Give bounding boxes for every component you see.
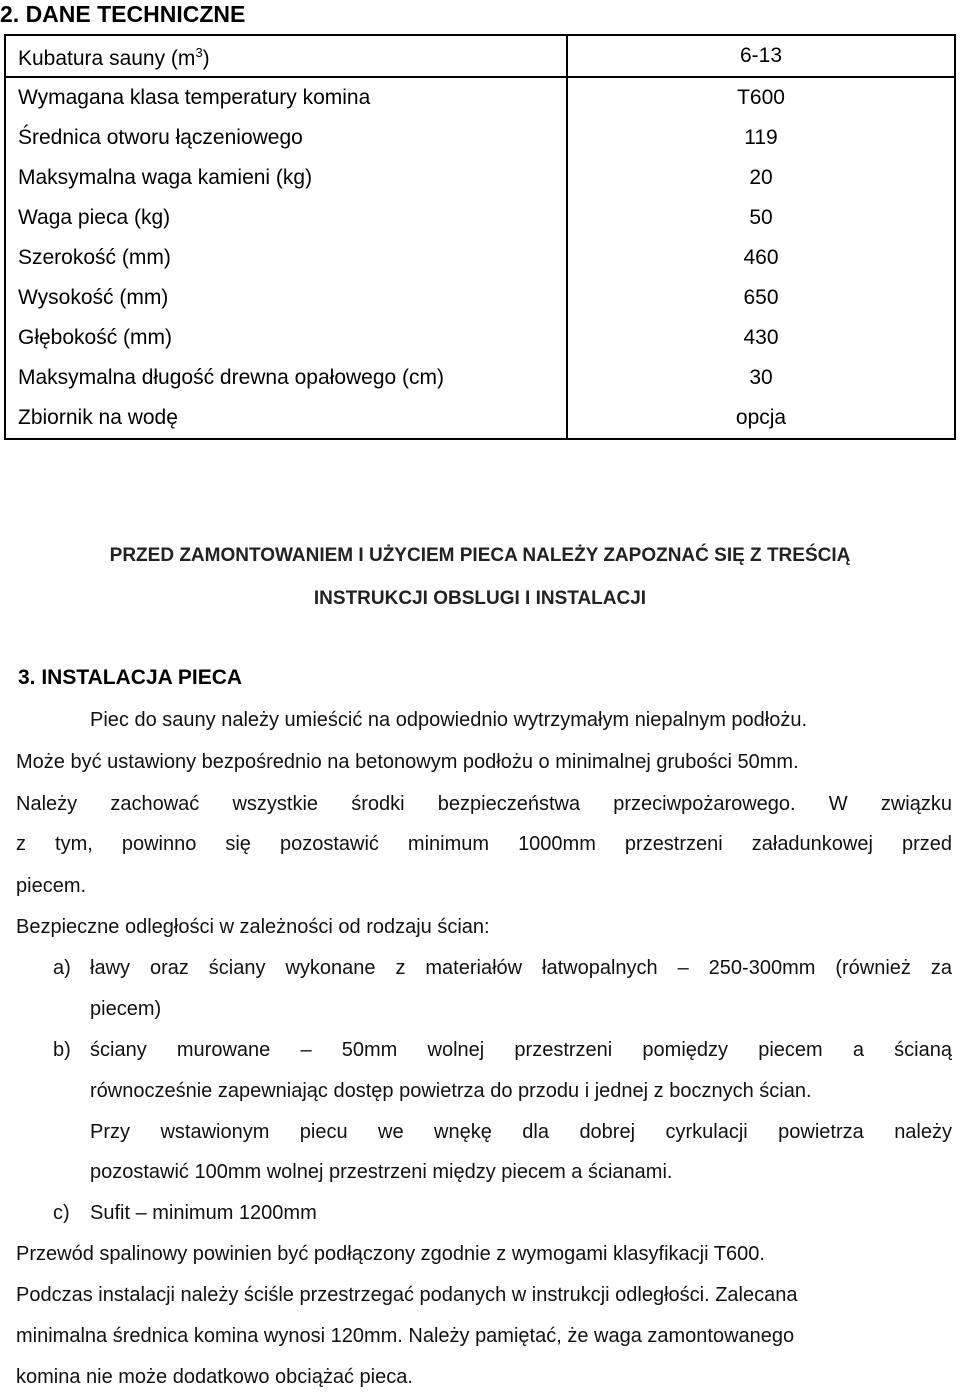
technical-data-table	[4, 34, 956, 440]
spec-row	[5, 158, 955, 198]
spec-value: T600	[567, 77, 955, 118]
spec-row	[5, 238, 955, 278]
spec-value: 650	[567, 278, 955, 318]
distances-intro: Bezpieczne odległości w zależności od rodzaju ścian:	[16, 916, 490, 938]
spec-value: 30	[567, 358, 955, 398]
list-marker-b: b)	[53, 1039, 71, 1061]
list-item-b-line: pozostawić 100mm wolnej przestrzeni między piecem a ścianami.	[90, 1161, 673, 1183]
spec-label: Kubatura sauny $(m^3)$	[5, 35, 567, 77]
list-marker-a: a)	[53, 957, 71, 979]
list-item-a-line: ławy oraz ściany wykonane z materiałów łatwopalnych – 250-300mm (również za	[90, 957, 952, 979]
paragraph-line: komina nie może dodatkowo obciążać pieca.	[16, 1366, 413, 1388]
paragraph-line: Należy zachować wszystkie środki bezpieczeństwa przeciwpożarowego. W związku	[16, 793, 952, 815]
spec-label: Maksymalna waga kamieni (kg)	[18, 166, 313, 189]
paragraph-chimney-class: Przewód spalinowy powinien być podłączony zgodnie z wymogami klasyfikacji T600.	[16, 1243, 765, 1265]
list-item-b-line: ściany murowane – 50mm wolnej przestrzeni pomiędzy piecem a ścianą	[90, 1039, 952, 1061]
spec-label: Średnica otworu łączeniowego	[18, 126, 303, 149]
list-item-b-line: Przy wstawionym piecu we wnękę dla dobrej cyrkulacji powietrza należy	[90, 1121, 952, 1143]
spec-value: 119	[567, 118, 955, 158]
spec-row	[5, 358, 955, 398]
warning-notice-line-2: INSTRUKCJI OBSLUGI I INSTALACJI	[313, 588, 647, 609]
paragraph-line: z tym, powinno się pozostawić minimum 1000mm przestrzeni załadunkowej przed	[16, 833, 952, 855]
spec-row	[5, 398, 955, 439]
list-item-a-line: piecem)	[90, 998, 162, 1020]
paragraph-line: Może być ustawiony bezpośrednio na betonowym podłożu o minimalnej grubości 50mm.	[16, 751, 799, 773]
spec-label: Waga pieca (kg)	[18, 206, 171, 229]
paragraph-line: Podczas instalacji należy ściśle przestrzegać podanych w instrukcji odległości. Zalecana	[16, 1284, 798, 1306]
spec-label: Zbiornik na wodę	[18, 406, 178, 429]
list-item-c-line: Sufit – minimum 1200mm	[90, 1202, 317, 1224]
spec-row	[5, 278, 955, 318]
spec-value: opcja	[567, 398, 955, 439]
spec-value: 20	[567, 158, 955, 198]
spec-row	[5, 35, 955, 77]
paragraph-line: Piec do sauny należy umieścić na odpowiednio wytrzymałym niepalnym podłożu.	[90, 709, 808, 731]
spec-label: Głębokość (mm)	[18, 326, 173, 349]
spec-row	[5, 318, 955, 358]
spec-row	[5, 118, 955, 158]
paragraph-line: minimalna średnica komina wynosi 120mm. Należy pamiętać, że waga zamontowanego	[16, 1325, 795, 1347]
spec-row	[5, 77, 955, 118]
spec-label: Szerokość (mm)	[18, 246, 171, 269]
spec-value: 6-13	[567, 35, 955, 77]
list-marker-c: c)	[53, 1202, 70, 1224]
spec-label: Maksymalna długość drewna opałowego (cm)	[18, 366, 445, 389]
spec-label: Wysokość (mm)	[18, 286, 169, 309]
paragraph-line: piecem.	[16, 875, 87, 897]
spec-value: 460	[567, 238, 955, 278]
section-3-heading: 3. INSTALACJA PIECA	[18, 666, 243, 689]
section-2-heading: 2. DANE TECHNICZNE	[0, 1, 246, 27]
spec-value: 430	[567, 318, 955, 358]
warning-notice-line-1: PRZED ZAMONTOWANIEM I UŻYCIEM PIECA NALEŻY ZAPOZNAĆ SIĘ Z TREŚCIĄ	[109, 545, 851, 566]
spec-value: 50	[567, 198, 955, 238]
spec-label: Wymagana klasa temperatury komina	[18, 86, 371, 109]
spec-row	[5, 198, 955, 238]
list-item-b-line: równocześnie zapewniając dostęp powietrza do przodu i jednej z bocznych ścian.	[90, 1080, 812, 1102]
